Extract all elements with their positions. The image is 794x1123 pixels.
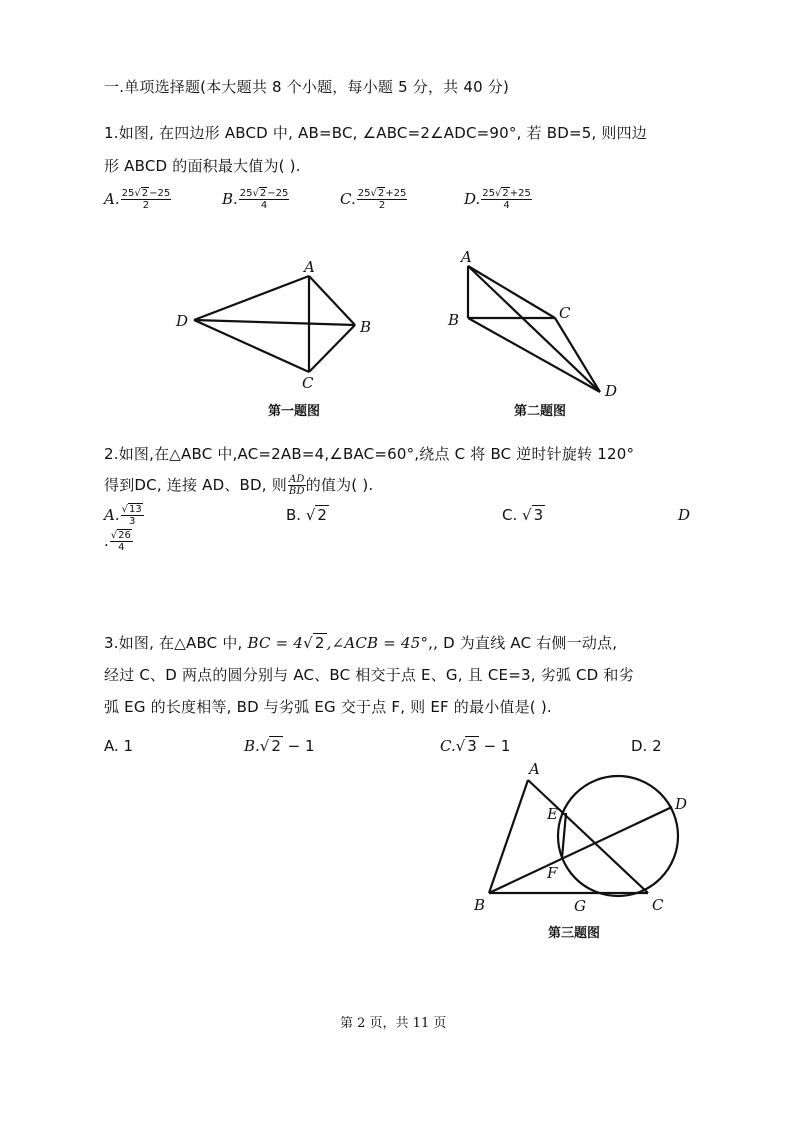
fig3-segment-bd bbox=[489, 807, 672, 893]
q1-line1: 1.如图, 在四边形 ABCD 中, AB=BC, ∠ABC=2∠ADC=90°, 若 BD=5, 则四边 bbox=[104, 124, 647, 142]
q3-option-c-post: − 1 bbox=[478, 737, 511, 755]
fig2-label-d: D bbox=[605, 382, 618, 400]
q1-option-a-num-rad: 2 bbox=[141, 188, 149, 199]
q2-line1: 2.如图,在△ABC 中,AC=2AB=4,∠BAC=60°,绕点 C 将 BC 逆时针旋转 120° bbox=[104, 445, 635, 463]
fig3-label-d: D bbox=[675, 795, 688, 813]
q2-option-b-letter: B. bbox=[286, 506, 302, 524]
fig1-segment-cd bbox=[194, 320, 309, 372]
q3-bc-rad: 2 bbox=[314, 634, 325, 652]
q1-option-c-num-pre: 25 bbox=[357, 188, 371, 199]
q1-option-c-letter: C. bbox=[340, 190, 356, 208]
q2-option-d-letter: D bbox=[678, 506, 691, 524]
q1-option-d-letter: D. bbox=[464, 190, 481, 208]
fig1-label-a: A bbox=[304, 258, 315, 276]
q3-option-b-post: − 1 bbox=[282, 737, 315, 755]
q3-line1: 3.如图, 在△ABC 中, BC = 4√ 2 ,∠ACB = 45°,, D 为直线 AC 右侧一动点, bbox=[104, 634, 618, 652]
q2-option-b: B. √ 2 bbox=[286, 506, 327, 524]
q3-option-b-rad: 2 bbox=[271, 737, 281, 755]
fig1-segment-db bbox=[194, 320, 355, 325]
q3-bc-expr: BC = 4 bbox=[247, 634, 304, 652]
q3-line1-pre: 3.如图, 在△ABC 中, bbox=[104, 634, 248, 652]
fig1-label-c: C bbox=[302, 374, 314, 392]
q2-option-a-den: 3 bbox=[128, 516, 136, 527]
q1-option-b-letter: B. bbox=[222, 190, 238, 208]
q1-option-c: C. $\frac{25√2+25}{2}$ bbox=[340, 188, 407, 211]
fig3-label-c: C bbox=[652, 896, 664, 914]
q3-option-d: D. 2 bbox=[631, 737, 662, 755]
q1-option-b-den: 4 bbox=[260, 200, 268, 211]
q1-option-c-num-post: +25 bbox=[385, 188, 407, 199]
q1-option-b-num-pre: 25 bbox=[239, 188, 253, 199]
q1-option-d-den: 4 bbox=[503, 200, 510, 211]
fig2-label-a: A bbox=[461, 248, 472, 266]
q2-frac-den: BD bbox=[288, 486, 305, 497]
fig1-segment-bc bbox=[309, 325, 355, 372]
fig1-label-d: D bbox=[176, 312, 189, 330]
fig3-caption: 第三题图 bbox=[548, 926, 601, 941]
q1-option-a-num-post: −25 bbox=[149, 188, 171, 199]
q1-option-a: A. $\frac{25√2-25}{2}$ bbox=[104, 188, 171, 211]
q2-option-d-den: 4 bbox=[118, 542, 125, 553]
q1-option-b-num-rad: 2 bbox=[259, 188, 267, 199]
q2-option-a: A. $\frac{√13}{3}$ bbox=[104, 504, 142, 527]
q3-angle-expr: ,∠ACB = 45 bbox=[326, 634, 421, 652]
q2-line2-pre: 得到DC, 连接 AD、BD, 则 bbox=[104, 476, 287, 494]
q3-line3: 弧 EG 的长度相等, BD 与劣弧 EG 交于点 F, 则 EF 的最小值是( ). bbox=[104, 698, 552, 716]
fig3-circle bbox=[558, 776, 678, 896]
q3-option-c-letter: C. bbox=[440, 737, 456, 755]
fig3-label-f: F bbox=[547, 864, 558, 882]
section-title: 一.单项选择题(本大题共 8 个小题，每小题 5 分，共 40 分) bbox=[104, 78, 510, 96]
q1-option-a-letter: A. bbox=[104, 190, 120, 208]
fig2-label-c: C bbox=[559, 304, 571, 322]
fig1-caption: 第一题图 bbox=[268, 404, 321, 419]
q1-option-c-num-rad: 2 bbox=[377, 188, 385, 199]
q3-option-a: A. 1 bbox=[104, 737, 134, 755]
fig3-label-e: E bbox=[547, 805, 558, 823]
fig1-segment-da bbox=[194, 276, 309, 320]
q1-option-d: D. $\frac{25√2+25}{4}$ bbox=[464, 188, 531, 211]
q2-option-c: C. √ 3 bbox=[502, 506, 544, 524]
q2-option-c-rad: 3 bbox=[533, 506, 544, 524]
q3-option-b-letter: B. bbox=[244, 737, 260, 755]
q1-option-d-num-post: +25 bbox=[509, 188, 531, 199]
q1-option-b: B. $\frac{25√2-25}{4}$ bbox=[222, 188, 289, 211]
q1-option-c-den: 2 bbox=[378, 200, 386, 211]
q2-frac-num: AD bbox=[288, 474, 305, 485]
q1-option-a-num-pre: 25 bbox=[121, 188, 135, 199]
fig2-segment-ac bbox=[468, 266, 555, 318]
q1-option-d-num-rad: 2 bbox=[502, 188, 509, 199]
q2-option-d-rad: 26 bbox=[118, 530, 131, 541]
q3-option-b: B.√ 2 − 1 bbox=[244, 737, 315, 755]
fig1-segment-ab bbox=[309, 276, 355, 325]
q3-option-c-rad: 3 bbox=[467, 737, 477, 755]
fig3-label-g: G bbox=[574, 897, 586, 915]
q2-option-c-letter: C. bbox=[502, 506, 518, 524]
fig2-caption: 第二题图 bbox=[514, 404, 567, 419]
q3-line1-post: °,, D 为直线 AC 右侧一动点, bbox=[420, 634, 618, 652]
q2-line2-post: 的值为( ). bbox=[305, 476, 374, 494]
fig3-label-a: A bbox=[529, 760, 540, 778]
q3-option-c: C.√ 3 − 1 bbox=[440, 737, 511, 755]
fig3-segment-ef bbox=[562, 813, 566, 858]
q3-line2: 经过 C、D 两点的圆分别与 AC、BC 相交于点 E、G, 且 CE=3, 劣弧 CD 和劣 bbox=[104, 666, 634, 684]
fig3-segment-ac bbox=[528, 780, 648, 893]
fig3-segment-ab bbox=[489, 780, 528, 893]
fig2-label-b: B bbox=[448, 311, 460, 329]
q1-option-a-den: 2 bbox=[142, 200, 150, 211]
q2-option-a-rad: 13 bbox=[128, 504, 142, 515]
q1-line2: 形 ABCD 的面积最大值为( ). bbox=[104, 157, 301, 175]
q2-option-a-letter: A. bbox=[104, 506, 120, 524]
fig3-label-b: B bbox=[474, 896, 486, 914]
page-footer: 第 2 页，共 11 页 bbox=[340, 1016, 447, 1031]
q2-option-b-rad: 2 bbox=[317, 506, 327, 524]
q2-option-d-dot: . bbox=[104, 532, 109, 550]
q1-option-d-num-pre: 25 bbox=[482, 188, 495, 199]
q1-option-b-num-post: −25 bbox=[267, 188, 289, 199]
fig1-label-b: B bbox=[360, 318, 372, 336]
q2-line2 bbox=[104, 474, 373, 497]
q2-option-d-value: . $\frac{√26}{4}$ bbox=[104, 530, 131, 553]
